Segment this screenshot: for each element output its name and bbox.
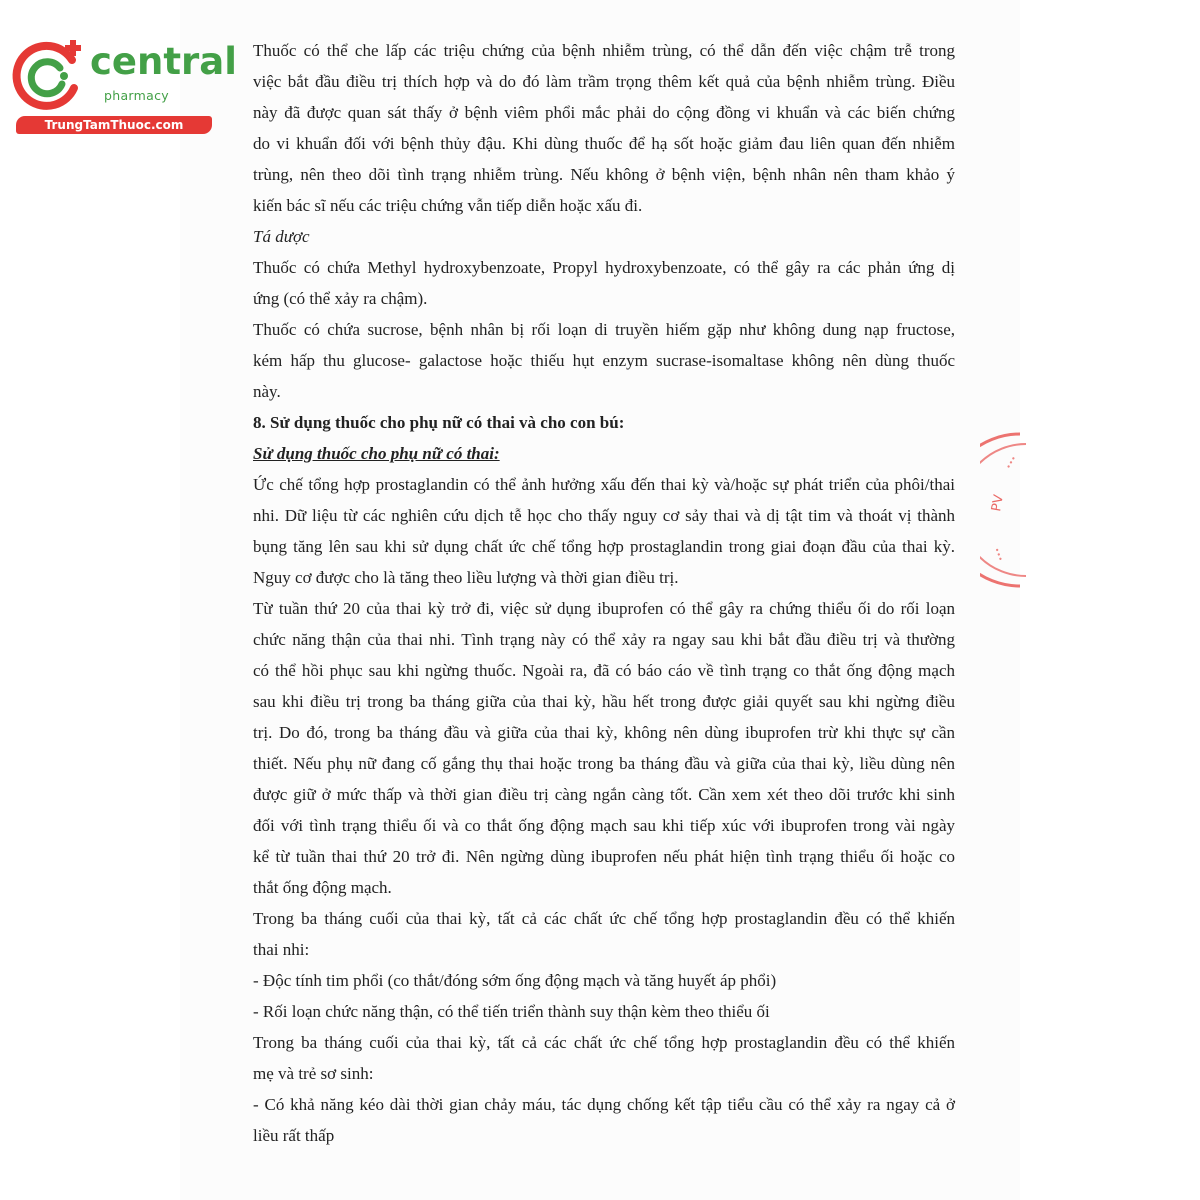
text-line: kém hấp thu glucose- galactose hoặc thiếu hụt enzym sucrase-isomaltase không nên dùng thuốc (253, 351, 955, 370)
official-stamp-icon (980, 430, 1040, 590)
subheading-excipients: Tá dược (253, 227, 310, 246)
text-line: Thuốc có chứa sucrose, bệnh nhân bị rối loạn di truyền hiếm gặp như không dung nạp fructose, (253, 320, 955, 339)
text-line: Ức chế tổng hợp prostaglandin có thể ảnh hưởng xấu đến thai kỳ và/hoặc sự phát triển của phôi/thai (253, 475, 955, 494)
text-line: có thể hồi phục sau khi ngừng thuốc. Ngoài ra, đã có báo cáo về tình trạng co thắt ống động mạch (253, 661, 955, 680)
text-line: Nguy cơ được cho là tăng theo liều lượng và thời gian điều trị. (253, 568, 679, 587)
bullet-item: - Rối loạn chức năng thận, có thể tiến triển thành suy thận kèm theo thiểu ối (253, 1002, 770, 1021)
text-line: bụng tăng lên sau khi sử dụng chất ức chế tổng hợp prostaglandin trong giai đoạn đầu của thai kỳ. (253, 537, 955, 556)
svg-text:•••: ••• (1003, 454, 1019, 471)
bullet-item: - Có khả năng kéo dài thời gian chảy máu, tác dụng chống kết tập tiểu cầu có thể xảy ra ngay cả ở (253, 1095, 955, 1114)
section-heading: 8. Sử dụng thuốc cho phụ nữ có thai và cho con bú: (253, 413, 625, 432)
left-margin (0, 0, 180, 1200)
text-line: sau khi điều trị trong ba tháng giữa của thai kỳ, hầu hết trong được giải quyết sau khi ngừng điều (253, 692, 955, 711)
subsection-heading: Sử dụng thuốc cho phụ nữ có thai: (253, 444, 500, 463)
text-line: chức năng thận của thai nhi. Tình trạng này có thể xảy ra ngay sau khi bắt đầu điều trị và thường (253, 630, 955, 649)
text-line: việc bắt đầu điều trị thích hợp và do đó làm trầm trọng thêm kết quả của bệnh nhiễm trùng. Điều (253, 72, 955, 91)
text-line: trị. Do đó, trong ba tháng đầu và giữa của thai kỳ, không nên dùng ibuprofen trừ khi thực sự cần (253, 723, 955, 742)
text-line: trùng, nên theo dõi tình trạng nhiễm trùng. Nếu không ở bệnh viện, bệnh nhân nên tham khảo ý (253, 165, 955, 184)
bullet-item: - Độc tính tim phổi (co thắt/đóng sớm ống động mạch và tăng huyết áp phổi) (253, 971, 777, 990)
text-line: ứng (có thể xảy ra chậm). (253, 289, 428, 308)
text-line: thiết. Nếu phụ nữ đang cố gắng thụ thai hoặc trong ba tháng đầu và giữa của thai kỳ, liều dùng nên (253, 754, 955, 773)
text-line: liều rất thấp (253, 1126, 335, 1145)
text-line: do vi khuẩn đối với bệnh thủy đậu. Khi dùng thuốc để hạ sốt hoặc giảm đau liên quan đến nhiễm (253, 134, 955, 153)
svg-text:PV: PV (989, 493, 1007, 513)
text-line: Từ tuần thứ 20 của thai kỳ trở đi, việc sử dụng ibuprofen có thể gây ra chứng thiểu ối do rối loạn (253, 599, 955, 618)
logo-brand-name: central (90, 40, 237, 83)
text-line: kiến bác sĩ nếu các triệu chứng vẫn tiếp diễn hoặc xấu đi. (253, 196, 643, 215)
text-line: Thuốc có chứa Methyl hydroxybenzoate, Propyl hydroxybenzoate, có thể gây ra các phản ứng dị (253, 258, 955, 277)
text-line: kể từ tuần thai thứ 20 trở đi. Nên ngừng dùng ibuprofen nếu phát hiện tình trạng thiểu ối hoặc co (253, 847, 955, 866)
text-line: Thuốc có thể che lấp các triệu chứng của bệnh nhiễm trùng, có thể dẫn đến việc chậm trễ trong (253, 41, 955, 60)
logo-website-banner[interactable]: TrungTamThuoc.com (16, 116, 212, 134)
text-line: nhi. Dữ liệu từ các nghiên cứu dịch tễ học cho thấy nguy cơ sảy thai và dị tật tim và thoát vị thành (253, 506, 955, 525)
svg-text:•••: ••• (992, 546, 1006, 563)
text-line: Trong ba tháng cuối của thai kỳ, tất cả các chất ức chế tổng hợp prostaglandin đều có thể khiến (253, 1033, 955, 1052)
central-pharmacy-logo-icon (12, 38, 86, 112)
text-line: mẹ và trẻ sơ sinh: (253, 1064, 374, 1083)
text-line: được giữ ở mức thấp và thời gian điều trị càng ngắn càng tốt. Cần xem xét theo dõi trước khi sinh (253, 785, 955, 804)
text-line: này đã được quan sát thấy ở bệnh viêm phổi mắc phải do cộng đồng vi khuẩn và các biến chứng (253, 103, 955, 122)
text-line: Trong ba tháng cuối của thai kỳ, tất cả các chất ức chế tổng hợp prostaglandin đều có thể khiến (253, 909, 955, 928)
right-margin (1020, 0, 1200, 1200)
text-line: thắt ống động mạch. (253, 878, 392, 897)
text-line: đối với tình trạng thiểu ối và co thắt ống động mạch sau khi tiếp xúc với ibuprofen trong vài ngày (253, 816, 955, 835)
brand-logo[interactable] (12, 38, 237, 138)
text-line: này. (253, 382, 281, 401)
text-line: thai nhi: (253, 940, 310, 959)
logo-brand-subtitle: pharmacy (104, 88, 169, 103)
